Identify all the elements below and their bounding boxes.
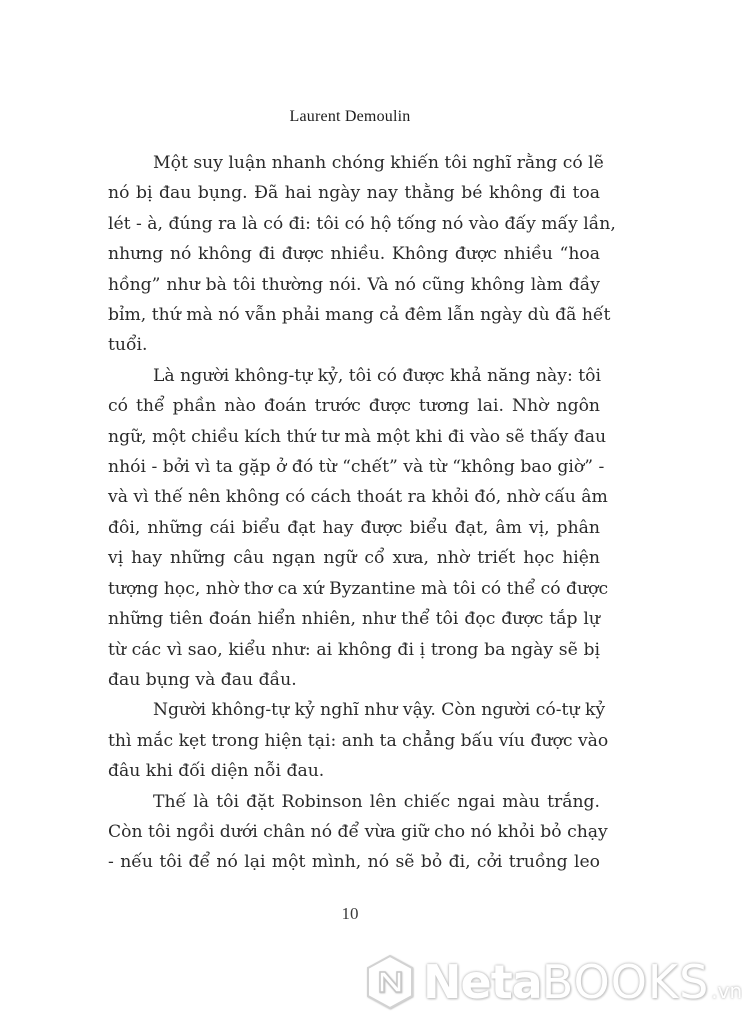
text-line: Thế là tôi đặt Robinson lên chiếc ngai màu trắng.: [153, 791, 600, 812]
text-line: nhưng nó không đi được nhiều. Không được nhiều “hoa: [108, 244, 600, 265]
text-line: có thể phần nào đoán trước được tương lai. Nhờ ngôn: [108, 396, 600, 417]
body-text: [108, 148, 616, 878]
running-header-author: Laurent Demoulin: [289, 108, 411, 125]
text-line: nó bị đau bụng. Đã hai ngày nay thằng bé không đi toa: [108, 183, 600, 204]
paragraph-2: [108, 361, 609, 695]
text-line: đôi, những cái biểu đạt hay được biểu đạt, âm vị, phân: [108, 517, 600, 538]
netabooks-logo-icon: [365, 954, 415, 1010]
text-line: nhói - bởi vì ta gặp ở đó từ “chết” và từ “không bao giờ” -: [108, 457, 605, 478]
text-line: tượng học, nhờ thơ ca xứ Byzantine mà tôi có thể có được: [108, 578, 609, 599]
text-line: Người không-tự kỷ nghĩ như vậy. Còn người có-tự kỷ: [153, 700, 606, 721]
paragraph-1: [108, 148, 616, 361]
page-number: 10: [341, 904, 359, 923]
text-line: thì mắc kẹt trong hiện tại: anh ta chẳng bấu víu được vào: [108, 730, 609, 751]
text-line: lét - à, đúng ra là có đi: tôi có hộ tống nó vào đấy mấy lần,: [108, 213, 616, 234]
text-line: và vì thế nên không có cách thoát ra khỏi đó, nhờ cấu âm: [108, 487, 608, 508]
watermark-brand-bold: Neta: [423, 955, 542, 1009]
text-line: hồng” như bà tôi thường nói. Và nó cũng không làm đầy: [108, 274, 600, 295]
text-line: Còn tôi ngồi dưới chân nó để vừa giữ cho nó khỏi bỏ chạy: [108, 821, 608, 842]
text-line: từ các vì sao, kiểu như: ai không đi ị trong ba ngày sẽ bị: [108, 639, 600, 660]
text-line: đau bụng và đau đầu.: [108, 669, 297, 690]
text-line: vị hay những câu ngạn ngữ cổ xưa, nhờ triết học hiện: [108, 548, 600, 569]
paragraph-3: [108, 695, 609, 786]
text-line: những tiên đoán hiển nhiên, như thể tôi đọc được tắp lự: [108, 609, 600, 630]
text-line: Một suy luận nhanh chóng khiến tôi nghĩ rằng có lẽ: [153, 153, 604, 173]
text-line: ngữ, một chiều kích thứ tư mà một khi đi vào sẽ thấy đau: [108, 426, 607, 447]
paragraph-4: [108, 787, 608, 878]
text-line: đâu khi đối diện nỗi đau.: [108, 761, 325, 782]
text-line: tuổi.: [108, 335, 148, 356]
text-line: - nếu tôi để nó lại một mình, nó sẽ bỏ đi, cởi truồng leo: [108, 852, 600, 873]
netabooks-watermark: [365, 955, 742, 1009]
watermark-brand-light: BOOKS: [541, 955, 710, 1009]
text-line: bỉm, thứ mà nó vẫn phải mang cả đêm lẫn ngày dù đã hết: [108, 305, 611, 326]
text-line: Là người không-tự kỷ, tôi có được khả năng này: tôi: [153, 365, 602, 386]
watermark-brand: [423, 955, 710, 1009]
watermark-tld: .vn: [711, 979, 742, 1003]
